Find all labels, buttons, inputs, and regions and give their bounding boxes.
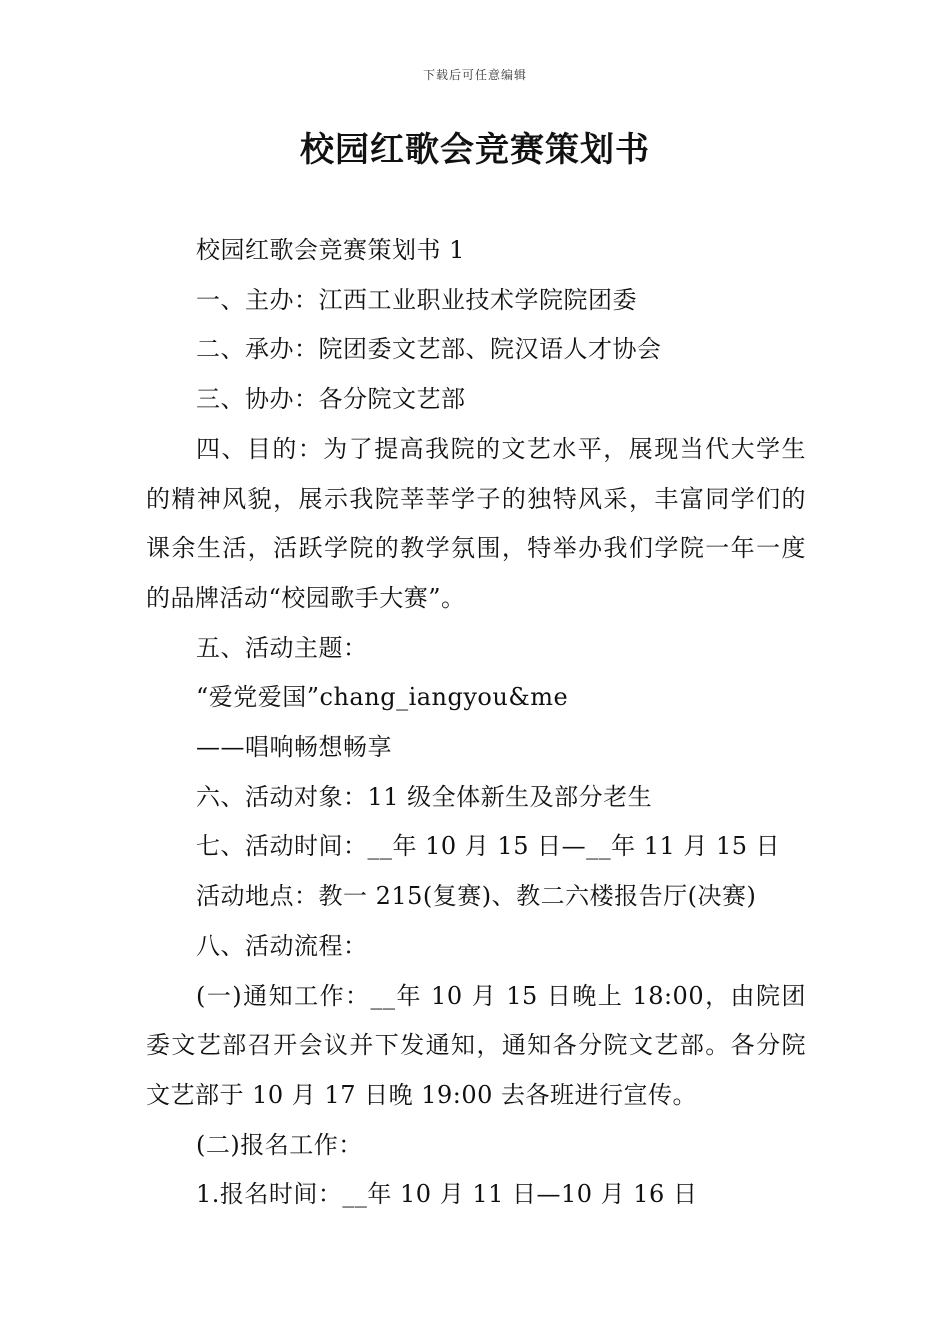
paragraph-notice-work: (一)通知工作：__年 10 月 15 日晚上 18:00，由院团委文艺部召开会议并下发通知，通知各分院文艺部。各分院文艺部于 10 月 17 日晚 19:00 去各班进行宣传。 — [146, 981, 806, 1109]
paragraph-registration-heading: (二)报名工作： — [196, 1130, 363, 1159]
paragraph-undertaker: 二、承办：院团委文艺部、院汉语人才协会 — [196, 335, 662, 364]
paragraph-co-organizer: 三、协办：各分院文艺部 — [196, 385, 466, 414]
paragraph-target: 六、活动对象：11 级全体新生及部分老生 — [196, 782, 653, 811]
paragraph-organizer: 一、主办：江西工业职业技术学院院团委 — [196, 285, 637, 314]
paragraph-time: 七、活动时间：__年 10 月 15 日—__年 11 月 15 日 — [196, 832, 781, 861]
paragraph-theme-line-2: ——唱响畅想畅享 — [196, 733, 392, 762]
paragraph-registration-time: 1.报名时间：__年 10 月 11 日—10 月 16 日 — [196, 1180, 698, 1209]
paragraph-venue: 活动地点：教一 215(复赛)、教二六楼报告厅(决赛) — [196, 882, 757, 911]
header-note: 下载后可任意编辑 — [422, 68, 527, 82]
paragraph-purpose: 四、目的：为了提高我院的文艺水平，展现当代大学生的精神风貌，展示我院莘莘学子的独特风采，丰富同学们的课余生活，活跃学院的教学氛围，特举办我们学院一年一度的品牌活动“校园歌手大赛”。 — [146, 434, 806, 612]
paragraph-theme-line-1: “爱党爱国”chang_iangyou&me — [196, 683, 569, 712]
paragraph-theme-heading: 五、活动主题： — [196, 633, 368, 662]
paragraph-subtitle: 校园红歌会竞赛策划书 1 — [196, 236, 465, 264]
document-body — [146, 226, 806, 1220]
paragraph-process-heading: 八、活动流程： — [196, 931, 368, 960]
document-title: 校园红歌会竞赛策划书 — [300, 130, 650, 170]
